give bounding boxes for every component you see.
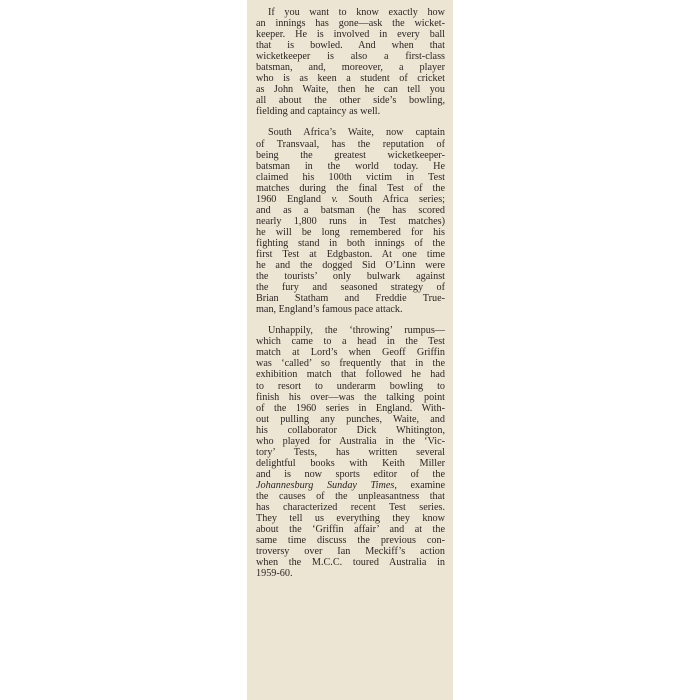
text-line: South Africa’s Waite, now captain [268, 127, 445, 139]
text-line: and as a batsman (he has scored [256, 204, 445, 216]
text-line: batsman, and, moreover, a player [256, 62, 445, 74]
text-line: If you want to know exactly how [268, 7, 445, 18]
text-line: batsman in the world today. He [256, 160, 445, 172]
text-line: 1960 England v. South Africa series; [256, 193, 445, 205]
text-line: fielding and captaincy as well. [256, 106, 381, 118]
text-line: wicketkeeper is also a first-class [256, 51, 445, 63]
text-line: about the ‘Griffin affair’ and at the [256, 524, 445, 536]
text-line: 1959-60. [256, 568, 293, 580]
text-line: he will be long remembered for his [256, 226, 445, 238]
text-line: that is bowled. And when that [256, 40, 445, 52]
text-line: the tourists’ only bulwark against [256, 271, 445, 283]
paragraph-1 [256, 7, 445, 117]
text-line: who played for Australia in the ‘Vic- [256, 435, 445, 447]
text-line: nearly 1,800 runs in Test matches) [256, 215, 445, 227]
text-line: was ‘called’ so frequently that in the [256, 358, 445, 370]
text-line: has characterized recent Test series. [256, 502, 445, 514]
text-line: of the 1960 series in England. With- [256, 402, 445, 414]
text-line: troversy over Ian Meckiff’s action [256, 546, 445, 558]
text-line: They tell us everything they know [256, 513, 445, 525]
text-line: to resort to underarm bowling to [256, 380, 445, 392]
paragraph-2 [256, 127, 445, 315]
paragraph-3 [256, 325, 445, 579]
article-column [256, 7, 445, 589]
text-line: which came to a head in the Test [256, 336, 445, 348]
text-line: of Transvaal, has the reputation of [256, 138, 445, 150]
text-line: he and the dogged Sid O’Linn were [256, 260, 445, 272]
text-line: fighting stand in both innings of the [256, 237, 445, 249]
text-line: exhibition match that followed he had [256, 369, 445, 381]
text-line: and is now sports editor of the [256, 468, 445, 480]
text-line: Brian Statham and Freddie True- [256, 293, 445, 305]
text-line: man, England’s famous pace attack. [256, 304, 403, 316]
text-line: finish his over—was the talking point [256, 391, 445, 403]
text-line: an innings has gone—ask the wicket- [256, 18, 445, 30]
scanned-page [247, 0, 453, 700]
text-line: all about the other side’s bowling, [256, 95, 445, 107]
text-line: keeper. He is involved in every ball [256, 29, 445, 41]
text-line: delightful books with Keith Miller [256, 457, 445, 469]
text-line: claimed his 100th victim in Test [256, 171, 445, 183]
text-line: when the M.C.C. toured Australia in [256, 557, 445, 569]
text-line: his collaborator Dick Whitington, [256, 424, 445, 436]
text-line: the fury and seasoned strategy of [256, 282, 445, 294]
versus-abbrev: v. [331, 193, 338, 205]
text-line: matches during the final Test of the [256, 182, 445, 194]
text-line: same time discuss the previous con- [256, 535, 445, 547]
text-line: tory’ Tests, has written several [256, 446, 445, 458]
text-line: who is as keen a student of cricket [256, 73, 445, 85]
text-line: being the greatest wicketkeeper- [256, 149, 445, 161]
text-line-italic: Johannesburg Sunday Times, examine [256, 479, 445, 491]
text-line: match at Lord’s when Geoff Griffin [256, 347, 445, 359]
text-line: Unhappily, the ‘throwing’ rumpus— [268, 325, 445, 337]
text-line: first Test at Edgbaston. At one time [256, 248, 445, 260]
newspaper-title: Johannesburg Sunday Times [256, 479, 395, 491]
text-line: as John Waite, then he can tell you [256, 84, 445, 96]
text-line: the causes of the unpleasantness that [256, 490, 445, 502]
text-line: out pulling any punches, Waite, and [256, 413, 445, 425]
